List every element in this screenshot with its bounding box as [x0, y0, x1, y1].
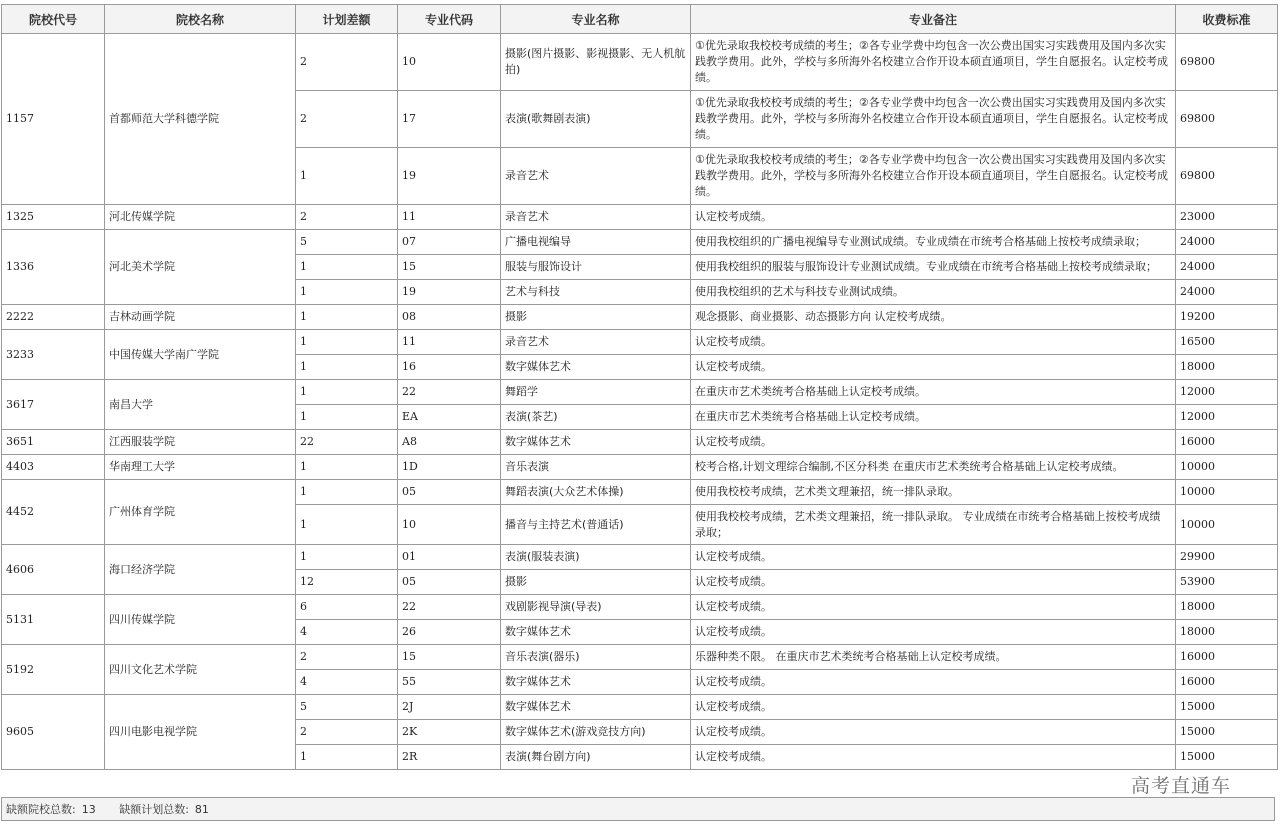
school-code-cell: 3617 [2, 380, 105, 430]
major-code-cell: 10 [398, 34, 501, 91]
fee-cell: 15000 [1176, 720, 1278, 745]
plan-count-value: 81 [194, 803, 209, 816]
table-row [2, 205, 1278, 230]
plan-gap-cell: 2 [296, 91, 398, 148]
plan-gap-cell: 1 [296, 380, 398, 405]
table-row [2, 545, 1278, 570]
major-code-cell: 08 [398, 305, 501, 330]
table-row [2, 455, 1278, 480]
school-name-cell: 江西服装学院 [105, 430, 296, 455]
fee-cell: 10000 [1176, 505, 1278, 545]
table-row [2, 645, 1278, 670]
school-code-cell: 2222 [2, 305, 105, 330]
fee-cell: 29900 [1176, 545, 1278, 570]
plan-gap-cell: 1 [296, 330, 398, 355]
major-note-cell: ①优先录取我校校考成绩的考生；②各专业学费中均包含一次公费出国实习实践费用及国内多次实践教学费用。此外，学校与多所海外名校建立合作开设本硕直通项目，学生自愿报名。认定校考成绩。 [691, 34, 1176, 91]
school-name-cell: 南昌大学 [105, 380, 296, 430]
major-name-cell: 数字媒体艺术 [501, 695, 691, 720]
major-name-cell: 艺术与科技 [501, 280, 691, 305]
fee-cell: 18000 [1176, 595, 1278, 620]
watermark: 高考直通车 [1131, 775, 1232, 797]
table-row [2, 230, 1278, 255]
school-code-cell: 3651 [2, 430, 105, 455]
major-name-cell: 播音与主持艺术(普通话) [501, 505, 691, 545]
fee-cell: 15000 [1176, 745, 1278, 770]
major-note-cell: 认定校考成绩。 [691, 720, 1176, 745]
major-name-cell: 录音艺术 [501, 330, 691, 355]
major-note-cell: 认定校考成绩。 [691, 430, 1176, 455]
major-code-cell: 17 [398, 91, 501, 148]
major-note-cell: 使用我校校考成绩，艺术类文理兼招，统一排队录取。 [691, 480, 1176, 505]
school-code-cell: 4403 [2, 455, 105, 480]
major-note-cell: 认定校考成绩。 [691, 745, 1176, 770]
plan-gap-cell: 1 [296, 405, 398, 430]
major-name-cell: 戏剧影视导演(导表) [501, 595, 691, 620]
plan-gap-cell: 2 [296, 645, 398, 670]
major-name-cell: 数字媒体艺术 [501, 355, 691, 380]
table-row [2, 480, 1278, 505]
col-header-plan-gap: 计划差额 [296, 5, 398, 34]
major-note-cell: 乐器种类不限。 在重庆市艺术类统考合格基础上认定校考成绩。 [691, 645, 1176, 670]
major-name-cell: 录音艺术 [501, 148, 691, 205]
major-code-cell: 16 [398, 355, 501, 380]
summary-footer [1, 797, 1275, 821]
table-row [2, 380, 1278, 405]
col-header-fee: 收费标准 [1176, 5, 1278, 34]
major-name-cell: 表演(舞台剧方向) [501, 745, 691, 770]
school-name-cell: 华南理工大学 [105, 455, 296, 480]
fee-cell: 10000 [1176, 480, 1278, 505]
school-name-cell: 中国传媒大学南广学院 [105, 330, 296, 380]
table-row [2, 695, 1278, 720]
school-code-cell: 1336 [2, 230, 105, 305]
major-name-cell: 音乐表演(器乐) [501, 645, 691, 670]
major-code-cell: 22 [398, 595, 501, 620]
major-name-cell: 音乐表演 [501, 455, 691, 480]
plan-gap-cell: 4 [296, 670, 398, 695]
school-code-cell: 3233 [2, 330, 105, 380]
major-name-cell: 舞蹈表演(大众艺术体操) [501, 480, 691, 505]
fee-cell: 16000 [1176, 430, 1278, 455]
fee-cell: 69800 [1176, 91, 1278, 148]
table-row [2, 330, 1278, 355]
fee-cell: 24000 [1176, 230, 1278, 255]
major-name-cell: 数字媒体艺术 [501, 670, 691, 695]
major-name-cell: 数字媒体艺术 [501, 620, 691, 645]
major-note-cell: 认定校考成绩。 [691, 545, 1176, 570]
fee-cell: 16500 [1176, 330, 1278, 355]
plan-gap-cell: 1 [296, 480, 398, 505]
major-code-cell: 22 [398, 380, 501, 405]
major-name-cell: 表演(服装表演) [501, 545, 691, 570]
school-name-cell: 吉林动画学院 [105, 305, 296, 330]
plan-gap-cell: 5 [296, 230, 398, 255]
fee-cell: 16000 [1176, 670, 1278, 695]
major-code-cell: 15 [398, 645, 501, 670]
fee-cell: 12000 [1176, 380, 1278, 405]
school-code-cell: 1325 [2, 205, 105, 230]
plan-gap-cell: 1 [296, 255, 398, 280]
school-code-cell: 1157 [2, 34, 105, 205]
school-name-cell: 河北传媒学院 [105, 205, 296, 230]
plan-gap-cell: 4 [296, 620, 398, 645]
plan-gap-cell: 1 [296, 280, 398, 305]
major-note-cell: 认定校考成绩。 [691, 695, 1176, 720]
school-count-label: 缺额院校总数: [6, 803, 76, 816]
major-note-cell: 校考合格,计划文理综合编制,不区分科类 在重庆市艺术类统考合格基础上认定校考成绩。 [691, 455, 1176, 480]
major-name-cell: 广播电视编导 [501, 230, 691, 255]
major-name-cell: 摄影(图片摄影、影视摄影、无人机航拍) [501, 34, 691, 91]
plan-gap-cell: 1 [296, 545, 398, 570]
plan-gap-cell: 2 [296, 720, 398, 745]
fee-cell: 19200 [1176, 305, 1278, 330]
col-header-major-code: 专业代码 [398, 5, 501, 34]
school-name-cell: 广州体育学院 [105, 480, 296, 545]
major-name-cell: 表演(歌舞剧表演) [501, 91, 691, 148]
table-row [2, 34, 1278, 91]
plan-gap-cell: 1 [296, 505, 398, 545]
vacancy-table [1, 4, 1278, 770]
major-name-cell: 表演(茶艺) [501, 405, 691, 430]
plan-gap-cell: 1 [296, 305, 398, 330]
major-note-cell: 在重庆市艺术类统考合格基础上认定校考成绩。 [691, 405, 1176, 430]
major-code-cell: 1D [398, 455, 501, 480]
school-name-cell: 海口经济学院 [105, 545, 296, 595]
major-code-cell: 15 [398, 255, 501, 280]
school-code-cell: 5192 [2, 645, 105, 695]
school-name-cell: 四川文化艺术学院 [105, 645, 296, 695]
school-code-cell: 9605 [2, 695, 105, 770]
major-code-cell: 26 [398, 620, 501, 645]
plan-gap-cell: 22 [296, 430, 398, 455]
fee-cell: 24000 [1176, 255, 1278, 280]
major-note-cell: ①优先录取我校校考成绩的考生；②各专业学费中均包含一次公费出国实习实践费用及国内多次实践教学费用。此外，学校与多所海外名校建立合作开设本硕直通项目，学生自愿报名。认定校考成绩。 [691, 148, 1176, 205]
fee-cell: 10000 [1176, 455, 1278, 480]
school-name-cell: 四川传媒学院 [105, 595, 296, 645]
major-note-cell: 使用我校组织的服装与服饰设计专业测试成绩。专业成绩在市统考合格基础上按校考成绩录取； [691, 255, 1176, 280]
fee-cell: 53900 [1176, 570, 1278, 595]
col-header-school-code: 院校代号 [2, 5, 105, 34]
major-code-cell: 2J [398, 695, 501, 720]
major-code-cell: A8 [398, 430, 501, 455]
fee-cell: 12000 [1176, 405, 1278, 430]
fee-cell: 18000 [1176, 620, 1278, 645]
major-code-cell: EA [398, 405, 501, 430]
major-note-cell: 认定校考成绩。 [691, 570, 1176, 595]
major-note-cell: ①优先录取我校校考成绩的考生；②各专业学费中均包含一次公费出国实习实践费用及国内多次实践教学费用。此外，学校与多所海外名校建立合作开设本硕直通项目，学生自愿报名。认定校考成绩。 [691, 91, 1176, 148]
table-row [2, 430, 1278, 455]
major-name-cell: 数字媒体艺术(游戏竞技方向) [501, 720, 691, 745]
major-code-cell: 05 [398, 480, 501, 505]
school-code-cell: 5131 [2, 595, 105, 645]
school-name-cell: 四川电影电视学院 [105, 695, 296, 770]
major-code-cell: 2K [398, 720, 501, 745]
major-note-cell: 认定校考成绩。 [691, 205, 1176, 230]
school-count-value: 13 [81, 803, 96, 816]
major-code-cell: 01 [398, 545, 501, 570]
major-name-cell: 摄影 [501, 305, 691, 330]
header-row [2, 5, 1278, 34]
plan-gap-cell: 1 [296, 355, 398, 380]
plan-gap-cell: 2 [296, 205, 398, 230]
school-name-cell: 河北美术学院 [105, 230, 296, 305]
major-code-cell: 07 [398, 230, 501, 255]
major-name-cell: 摄影 [501, 570, 691, 595]
major-code-cell: 19 [398, 280, 501, 305]
major-note-cell: 在重庆市艺术类统考合格基础上认定校考成绩。 [691, 380, 1176, 405]
fee-cell: 18000 [1176, 355, 1278, 380]
major-note-cell: 使用我校组织的艺术与科技专业测试成绩。 [691, 280, 1176, 305]
school-code-cell: 4452 [2, 480, 105, 545]
major-note-cell: 认定校考成绩。 [691, 595, 1176, 620]
col-header-major-note: 专业备注 [691, 5, 1176, 34]
plan-gap-cell: 2 [296, 34, 398, 91]
plan-gap-cell: 6 [296, 595, 398, 620]
major-code-cell: 55 [398, 670, 501, 695]
major-code-cell: 10 [398, 505, 501, 545]
fee-cell: 23000 [1176, 205, 1278, 230]
major-name-cell: 舞蹈学 [501, 380, 691, 405]
major-note-cell: 认定校考成绩。 [691, 355, 1176, 380]
major-note-cell: 认定校考成绩。 [691, 670, 1176, 695]
col-header-school-name: 院校名称 [105, 5, 296, 34]
plan-gap-cell: 1 [296, 455, 398, 480]
major-code-cell: 05 [398, 570, 501, 595]
major-code-cell: 19 [398, 148, 501, 205]
table-row [2, 305, 1278, 330]
fee-cell: 24000 [1176, 280, 1278, 305]
school-code-cell: 4606 [2, 545, 105, 595]
major-note-cell: 使用我校组织的广播电视编导专业测试成绩。专业成绩在市统考合格基础上按校考成绩录取； [691, 230, 1176, 255]
major-code-cell: 11 [398, 205, 501, 230]
fee-cell: 15000 [1176, 695, 1278, 720]
plan-gap-cell: 1 [296, 745, 398, 770]
major-note-cell: 使用我校校考成绩，艺术类文理兼招，统一排队录取。 专业成绩在市统考合格基础上按校考成绩录取； [691, 505, 1176, 545]
col-header-major-name: 专业名称 [501, 5, 691, 34]
major-name-cell: 数字媒体艺术 [501, 430, 691, 455]
plan-gap-cell: 12 [296, 570, 398, 595]
major-note-cell: 认定校考成绩。 [691, 330, 1176, 355]
plan-gap-cell: 5 [296, 695, 398, 720]
major-code-cell: 11 [398, 330, 501, 355]
plan-gap-cell: 1 [296, 148, 398, 205]
major-note-cell: 认定校考成绩。 [691, 620, 1176, 645]
major-code-cell: 2R [398, 745, 501, 770]
major-note-cell: 观念摄影、商业摄影、动态摄影方向 认定校考成绩。 [691, 305, 1176, 330]
table-row [2, 595, 1278, 620]
fee-cell: 69800 [1176, 34, 1278, 91]
major-name-cell: 录音艺术 [501, 205, 691, 230]
school-name-cell: 首都师范大学科德学院 [105, 34, 296, 205]
fee-cell: 69800 [1176, 148, 1278, 205]
fee-cell: 16000 [1176, 645, 1278, 670]
plan-count-label: 缺额计划总数: [119, 803, 189, 816]
major-name-cell: 服装与服饰设计 [501, 255, 691, 280]
